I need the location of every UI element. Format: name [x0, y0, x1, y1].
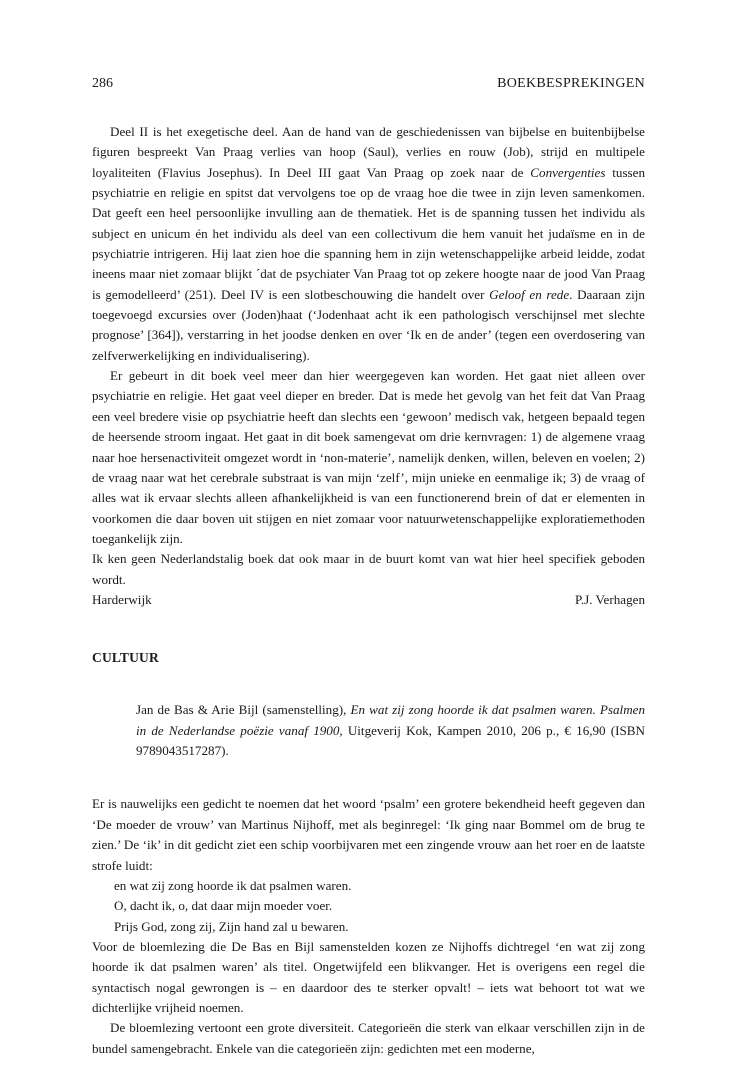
review1-paragraph-1 — [92, 122, 645, 366]
running-title: BOEKBESPREKINGEN — [497, 76, 645, 91]
poem-line: O, dacht ik, o, dat daar mijn moeder voer. — [114, 898, 333, 914]
page — [92, 76, 645, 1059]
text-run: tussen psychiatrie en religie en spitst dat vervolgens toe op de vraag hoe die twee in zijn leven samenkomen. Dat geeft een heel persoonlijke invulling aan de thematiek. Het is de spanning tussen het individu als subject en unicum én het individu als deel van een collectivum die hem vanuit het judaïsme en in de psychiatrie intrigeren. Hij laat zien hoe die spanning hem in zijn wetenschappelijke arbeid leidde, zodat ineens maar niet zomaar blijkt ´dat de psychiater Van Praag tot op zekere hoogte naar de jood Van Praag is gemodelleerd’ (251). Deel IV is een slotbeschouwing die handelt over — [92, 164, 645, 302]
review1-paragraph-3: Ik ken geen Nederlandstalig boek dat ook maar in de buurt komt van wat hier heel specifiek geboden wordt. — [92, 551, 645, 587]
poem-line: Prijs God, zong zij, Zijn hand zal u bewaren. — [114, 918, 349, 934]
text-run: Jan de Bas & Arie Bijl (samenstelling), — [136, 702, 351, 718]
running-header — [92, 76, 645, 98]
review2-paragraph-3: De bloemlezing vertoont een grote diversiteit. Categorieën die sterk van elkaar verschillen zijn in de bundel samengebracht. Enkele van die categorieën zijn: gedichten met een moderne, — [92, 1020, 645, 1056]
section-heading: CULTUUR — [92, 650, 159, 666]
text-run: Deel II is het exegetische deel. Aan de hand van de geschiedenissen van bijbelse en buitenbijbelse figuren bespreekt Van Praag verlies van hoop (Saul), verlies en rouw (Job), strijd en multipele loyaliteiten (Flavius Josephus). In Deel III gaat Van Praag op zoek naar de — [92, 124, 645, 180]
page-number: 286 — [92, 76, 113, 91]
poem-line: en wat zij zong hoorde ik dat psalmen waren. — [114, 877, 352, 893]
review1-place: Harderwijk — [92, 591, 152, 607]
review2-paragraph-2: Voor de bloemlezing die De Bas en Bijl samenstelden kozen ze Nijhoffs dichtregel ‘en wat zij zong hoorde ik dat psalmen waren’ als titel. Ongetwijfeld een blikvanger. Het is overigens een regel die syntactisch nogal gewrongen is – en daardoor des te sterker opvalt! – iets wat behoort tot wat we dichterlijke vrijheid noemen. — [92, 938, 645, 1015]
review1-paragraph-2: Er gebeurt in dit boek veel meer dan hier weergegeven kan worden. Het gaat niet alleen over psychiatrie en religie. Het gaat veel dieper en breder. Dat is mede het gevolg van het feit dat Van Praag een veel bredere visie op psychiatrie heeft dan slechts een ‘gewoon’ medisch vak, hetgeen bepaald tegen de heersende stroom ingaat. Het gaat in dit boek samengevat om drie kernvragen: 1) de algemene vraag naar hoe hersenactiviteit omgezet wordt in ‘non-materie’, namelijk denken, willen, beleven en voelen; 2) de vraag naar wat het cerebrale substraat is van mijn ‘zelf’, mijn unieke en eenmalige ik; 3) de vraag of alles wat ik ervaar slechts alleen afhankelijkheid is van een functionerend brein of dat er elementen in voorkomen die daar boven uit stijgen en niet zomaar voor natuurwetenschappelijke exploratiemethoden toegankelijk zijn. — [92, 368, 645, 546]
italic-title: En wat zij zong hoorde ik dat psalmen waren. Psalmen in de Nederlandse poëzie vanaf 1900, — [136, 702, 646, 738]
text-run: . Daaraan zijn toegevoegd excursies over (Joden)haat (‘Jodenhaat acht ik een pathologisch verschijnsel met slechte prognose’ [364]), verstarring in het joodse denken en over ‘Ik en de ander’ (tegen een overdosering van zelfverwerkelijking en individualisering). — [92, 286, 645, 363]
text-run: Uitgeverij Kok, Kampen 2010, 206 p., € 16,90 (ISBN 9789043517287). — [136, 722, 645, 759]
review1-reviewer: P.J. Verhagen — [575, 591, 645, 607]
italic-title: Convergenties — [530, 164, 606, 180]
poem-quote — [114, 876, 645, 937]
book-reference — [136, 700, 645, 761]
italic-title: Geloof en rede — [489, 286, 570, 302]
review1-signature — [92, 590, 645, 610]
review2-paragraph-1: Er is nauwelijks een gedicht te noemen dat het woord ‘psalm’ een grotere bekendheid heeft gegeven dan ‘De moeder de vrouw’ van Martinus Nijhoff, met als beginregel: ‘Ik ging naar Bommel om de brug te zien.’ De ‘ik’ in dit gedicht ziet een schip voorbijvaren met een zingende vrouw aan het roer en de laatste strofe luidt: — [92, 796, 645, 873]
